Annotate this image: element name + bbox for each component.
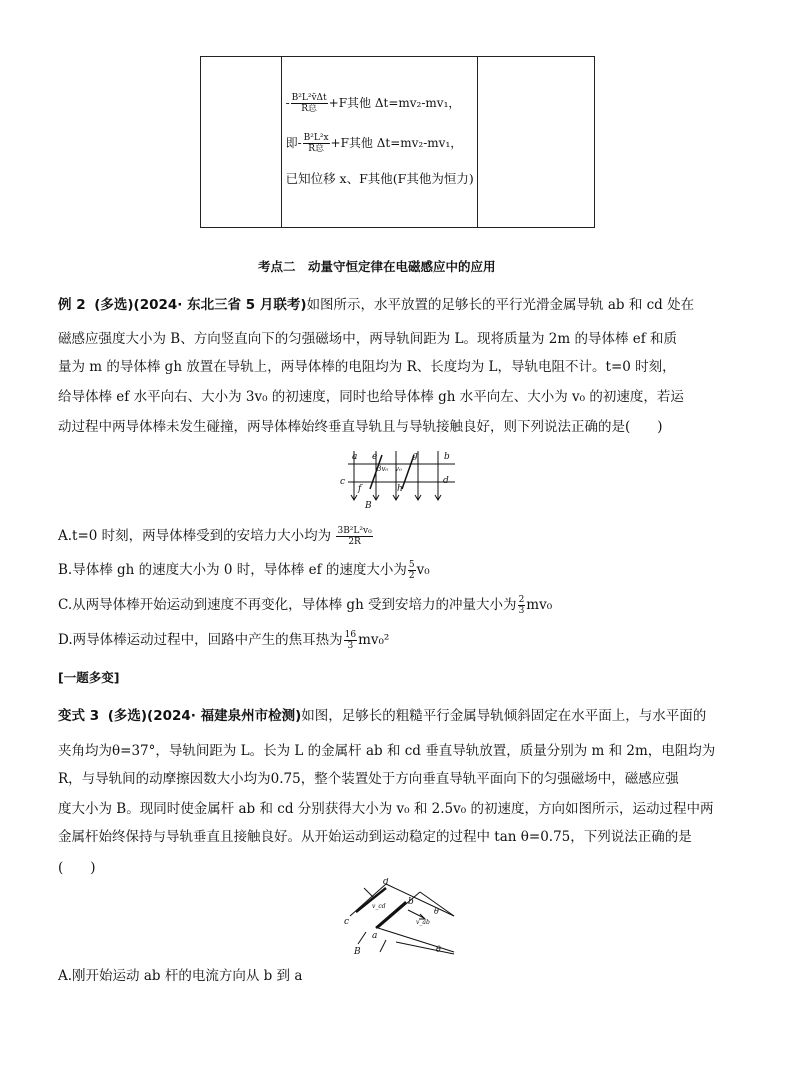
incline-figure [336,878,466,958]
label-d2: d [383,878,389,887]
variant3-line-3: 度大小为 B。现同时使金属杆 ab 和 cd 分别获得大小为 v₀ 和 2.5v₀ 的初速度，方向如图所示，运动过程中两 [58,801,714,817]
label-b2: b [408,897,414,907]
variant3-line-4: 金属杆始终保持与导轨垂直且接触良好。从开始运动到运动稳定的过程中 tan θ=0.75，下列说法正确的是 [58,829,692,845]
rail-figure-1 [330,447,465,511]
formula-line-3: 已知位移 x、F其他(F其他为恒力) [285,171,474,186]
table-cell-left [201,57,282,228]
table-cell-right [477,57,594,228]
variant3-line-1: 夹角均为θ=37°，导轨间距为 L。长为 L 的金属杆 ab 和 cd 垂直导轨放置，质量分别为 m 和 2m，电阻均为 [58,743,716,759]
label-theta2: θ [436,945,441,954]
label-a2: a [372,931,378,941]
example2-line-4: 动过程中两导体棒未发生碰撞，两导体棒始终垂直导轨且与导轨接触良好，则下列说法正确的是( ) [58,419,663,435]
example2-line-2: 量为 m 的导体棒 gh 放置在导轨上，两导体棒的电阻均为 R、长度均为 L，导轨电阻不计。t=0 时刻， [58,359,676,375]
label-theta1: θ [434,907,439,916]
label-c: c [340,477,346,487]
example2-line-1: 磁感应强度大小为 B、方向竖直向下的匀强磁场中，两导轨间距为 L。现将质量为 2m 的导体棒 ef 和质 [58,331,678,347]
variant3-line-5: ( ) [58,860,96,876]
option-C: C.从两导体棒开始运动到速度不再变化，导体棒 gh 受到安培力的冲量大小为 $\frac{2}{3}$ mv₀ [58,595,553,616]
label-v1: 3v₀ [377,465,389,473]
continuation-table [200,56,595,228]
label-f: f [358,484,362,494]
example2-line-0: 例 2 (多选)(2024· 东北三省 5 月联考)如图所示，水平放置的足够长的平行光滑金属导轨 ab 和 cd 处在 [58,297,695,313]
table-cell-middle [281,57,477,228]
label-B2: B [354,947,361,957]
label-B: B [365,501,372,511]
option-B: B.导体棒 gh 的速度大小为 0 时，导体棒 ef 的速度大小为 $\frac{5}{2}$ v₀ [58,560,430,581]
label-vcd: v_cd [372,903,386,910]
option-D: D.两导体棒运动过程中，回路中产生的焦耳热为 $\frac{16}{3}$ mv₀² [58,630,390,651]
formula-line-1: - $\frac{\text{B²L²v̄Δt}}{\text{R总}}$ +F其他 Δt=mv₂-mv₁， [285,93,461,114]
label-h: h [397,484,403,494]
label-c2: c [344,917,350,927]
label-a: a [352,452,358,462]
label-v2: v₀ [395,465,402,473]
section-title: 考点二 动量守恒定律在电磁感应中的应用 [258,259,496,274]
label-g: g [412,451,418,461]
variant3-option-A: A.刚开始运动 ab 杆的电流方向从 b 到 a [58,968,303,984]
label-e: e [372,452,378,462]
label-d: d [443,476,449,486]
variant3-line-0: 变式 3 (多选)(2024· 福建泉州市检测)如图，足够长的粗糙平行金属导轨倾斜固定在水平面上，与水平面的 [58,708,707,724]
example2-line-3: 给导体棒 ef 水平向右、大小为 3v₀ 的初速度，同时也给导体棒 gh 水平向左、大小为 v₀ 的初速度，若运 [58,389,684,405]
formula-line-2: 即- $\frac{\text{B²L²x}}{\text{R总}}$ +F其他 Δt=mv₂-mv₁， [285,133,463,154]
variants-header: [一题多变] [58,670,120,685]
variant3-line-2: R，与导轨间的动摩擦因数大小均为0.75，整个装置处于方向垂直导轨平面向下的匀强磁场中，磁感应强 [58,771,679,787]
label-vab: v_ab [416,919,430,926]
option-A: A.t=0 时刻，两导体棒受到的安培力大小均为 $\frac{\text{3B²L²v₀}}{2R}$ [58,526,372,547]
label-b: b [444,452,450,462]
